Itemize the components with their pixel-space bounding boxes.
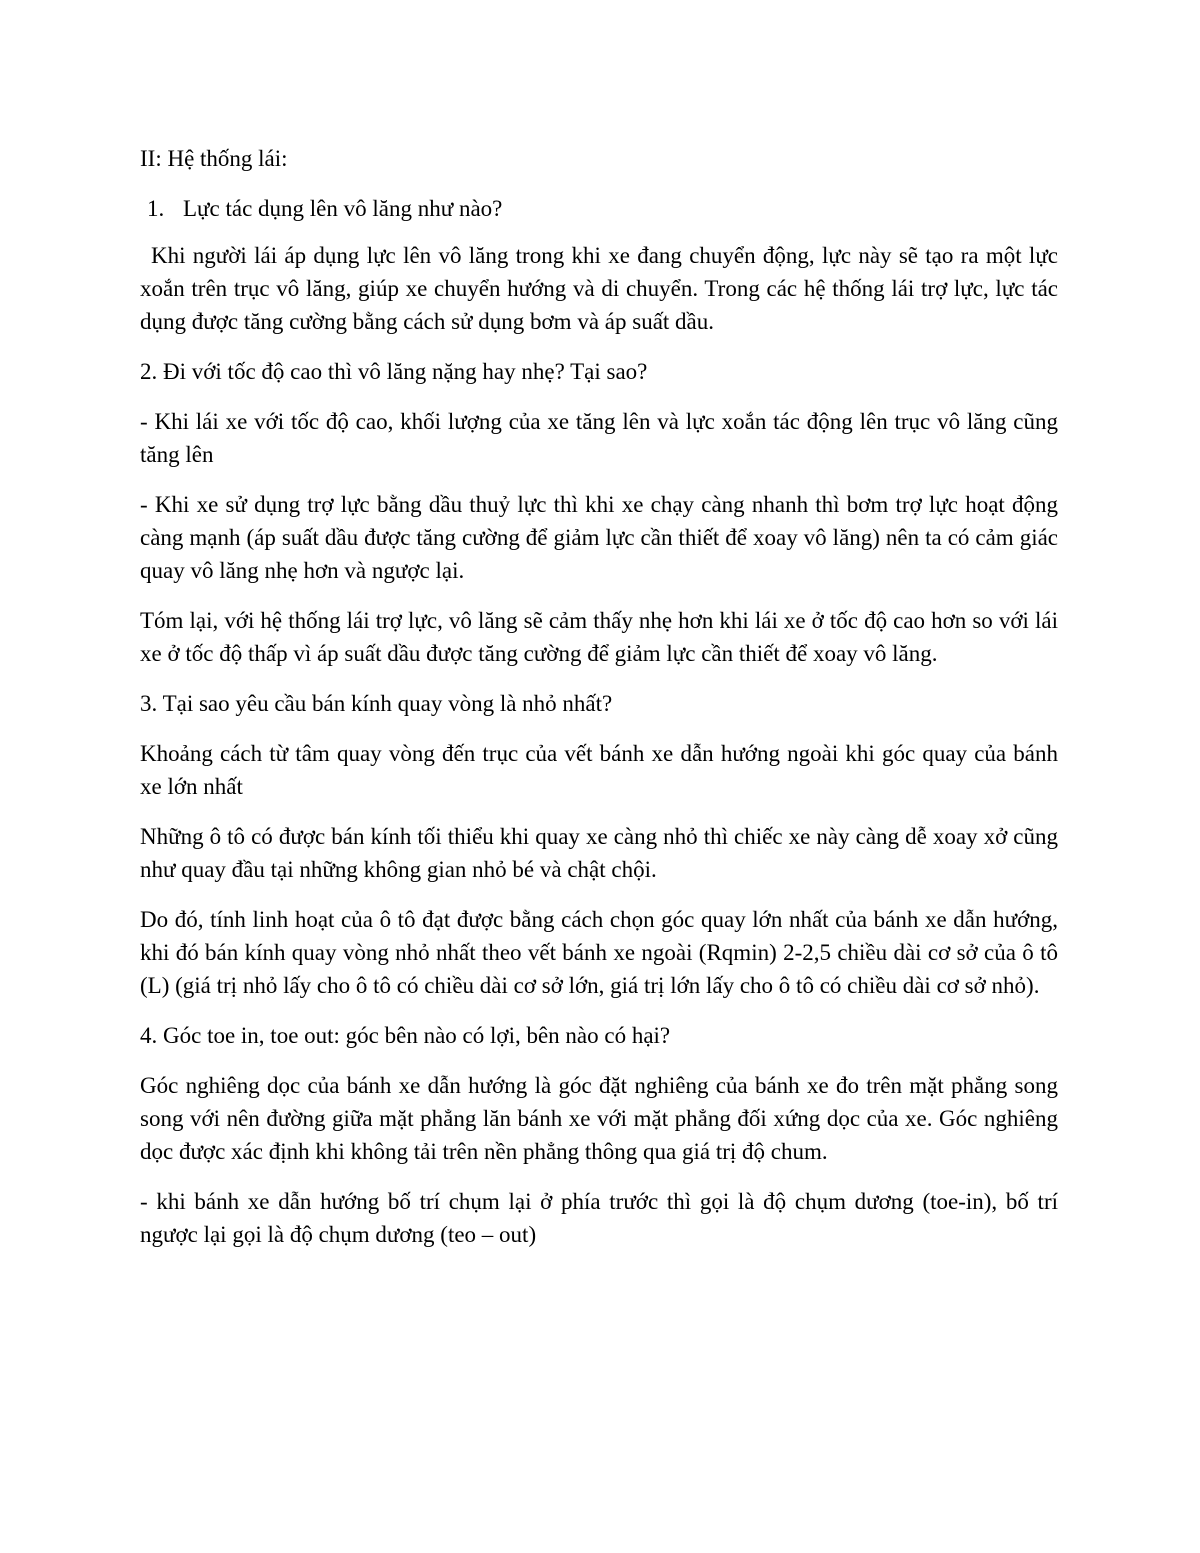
answer-3-paragraph: Do đó, tính linh hoạt của ô tô đạt được bằng cách chọn góc quay lớn nhất của bánh xe dẫn hướng, khi đó bán kính quay vòng nhỏ nhất theo vết bánh xe ngoài (Rqmin) 2-2,5 chiều dài cơ sở của ô tô (L) (giá trị nhỏ lấy cho ô tô có chiều dài cơ sở lớn, giá trị lớn lấy cho ô tô có chiều dài cơ sở nhỏ). [140,907,1058,998]
answer-3-paragraph: Khoảng cách từ tâm quay vòng đến trục của vết bánh xe dẫn hướng ngoài khi góc quay của bánh xe lớn nhất [140,741,1058,799]
document-body [140,142,1058,1268]
section-title: II: Hệ thống lái: [140,146,288,171]
answer-2-paragraph: - Khi lái xe với tốc độ cao, khối lượng của xe tăng lên và lực xoắn tác động lên trục vô lăng cũng tăng lên [140,409,1058,467]
question-2: 2. Đi với tốc độ cao thì vô lăng nặng hay nhẹ? Tại sao? [140,359,648,384]
question-1-text: Lực tác dụng lên vô lăng như nào? [183,196,503,221]
answer-1: Khi người lái áp dụng lực lên vô lăng trong khi xe đang chuyển động, lực này sẽ tạo ra một lực xoắn trên trục vô lăng, giúp xe chuyển hướng và di chuyển. Trong các hệ thống lái trợ lực, lực tác dụng được tăng cường bằng cách sử dụng bơm và áp suất dầu. [140,243,1058,334]
answer-4-paragraph: Góc nghiêng dọc của bánh xe dẫn hướng là góc đặt nghiêng của bánh xe đo trên mặt phẳng song song với nên đường giữa mặt phẳng lăn bánh xe với mặt phẳng đối xứng dọc của xe. Góc nghiêng dọc được xác định khi không tải trên nền phẳng thông qua giá trị độ chum. [140,1073,1058,1164]
answer-2-paragraph: - Khi xe sử dụng trợ lực bằng dầu thuỷ lực thì khi xe chạy càng nhanh thì bơm trợ lực hoạt động càng mạnh (áp suất dầu được tăng cường để giảm lực cần thiết để xoay vô lăng) nên ta có cảm giác quay vô lăng nhẹ hơn và ngược lại. [140,492,1058,583]
question-1 [140,192,1058,225]
question-1-number: 1. [147,196,165,221]
question-4: 4. Góc toe in, toe out: góc bên nào có lợi, bên nào có hại? [140,1023,671,1048]
answer-4-paragraph: - khi bánh xe dẫn hướng bố trí chụm lại ở phía trước thì gọi là độ chụm dương (toe-in), bố trí ngược lại gọi là độ chụm dương (teo – out) [140,1189,1058,1247]
question-3: 3. Tại sao yêu cầu bán kính quay vòng là nhỏ nhất? [140,691,613,716]
answer-2-summary: Tóm lại, với hệ thống lái trợ lực, vô lăng sẽ cảm thấy nhẹ hơn khi lái xe ở tốc độ cao hơn so với lái xe ở tốc độ thấp vì áp suất dầu được tăng cường để giảm lực cần thiết để xoay vô lăng. [140,608,1058,666]
answer-3-paragraph: Những ô tô có được bán kính tối thiểu khi quay xe càng nhỏ thì chiếc xe này càng dễ xoay xở cũng như quay đầu tại những không gian nhỏ bé và chật chội. [140,824,1058,882]
